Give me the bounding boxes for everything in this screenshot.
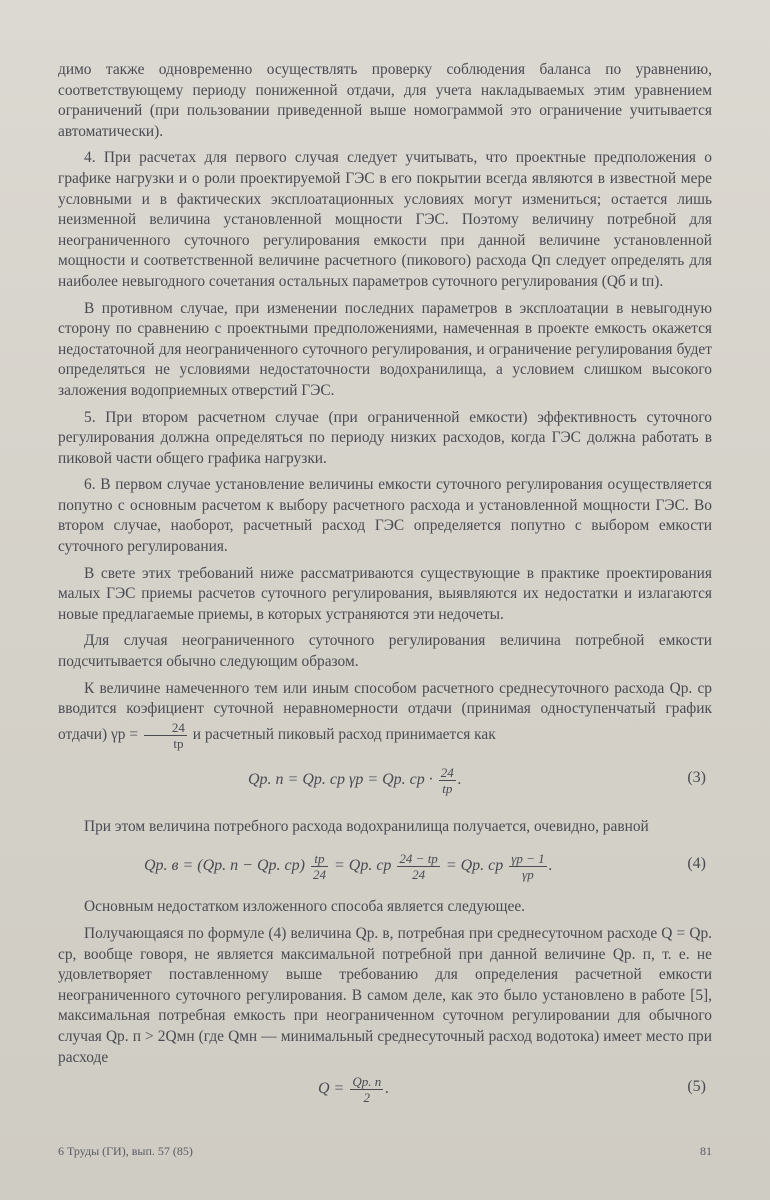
paragraph-item-6: 6. В первом случае установление величины емкости суточного регулирования осуществляется попутно с основным расчетом к выбору расчетного расхода и установленной мощности ГЭС. Во втором случае, наоборот, расчетный расход ГЭС определяется попутно с выбором емкости суточного регулирования. bbox=[58, 476, 712, 556]
paragraph-requirements: В свете этих требований ниже рассматриваются существующие в практике проектирования малых ГЭС приемы расчетов суточного регулирования, выявляются их недостатки и излагаются новые предлагаемые приемы, в которых устраняются эти недочеты. bbox=[58, 564, 712, 623]
formula-4-number: (4) bbox=[687, 855, 706, 873]
formula-3: Qр. п = Qр. ср γр = Qр. ср · $\frac{24}{tр}$ . (3) bbox=[248, 764, 706, 796]
paragraph-formula-4-result: Получающаяся по формуле (4) величина Qр. в, потребная при среднесуточном расходе Q = Qр. ср, вообще говоря, не является максимальной потребной при данной величине Qр. п, т. е. не удовлетворяет поставленному выше требованию для определения расчетной емкости неограниченного суточного регулирования. В самом деле, как это было установлено в работе [5], максимальная потребная емкость при неограниченном суточном регулировании для обычного случая Qр. п > 2Qмн (где Qмн — минимальный среднесуточный расход водотока) имеет место при расходе bbox=[58, 925, 712, 1066]
paragraph-reservoir-flow: При этом величина потребного расхода водохранилища получается, очевидно, равной bbox=[84, 817, 649, 835]
page-number: 81 bbox=[700, 1144, 712, 1158]
formula-3-number: (3) bbox=[687, 768, 706, 786]
formula-5-number: (5) bbox=[687, 1078, 706, 1096]
paragraph-otherwise: В противном случае, при изменении последних параметров в эксплоатации в невыгодную сторону по сравнению с проектными предположениями, намеченная в проекте емкость окажется недостаточной для неограниченного суточного регулирования, и ограничение регулирования будет определяться не условиями недостаточности водохранилища, а условием слишком высокого заложения водоприемных отверстий ГЭС. bbox=[58, 299, 712, 399]
paragraph-0: димо также одновременно осуществлять проверку соблюдения баланса по уравнению, соответствующему периоду пониженной отдачи, для учета накладываемых этим уравнением ограничений (при пользовании приведенной выше номограммой это ограничение учитывается автоматически). bbox=[58, 61, 712, 140]
paragraph-item-4: 4. При расчетах для первого случая следует учитывать, что проектные предположения о графике нагрузки и о роли проектируемой ГЭС в его покрытии всегда являются в известной мере условными и в фактических эксплоатационных условиях могут измениться; остается лишь неизменной величина установленной мощности ГЭС. Поэтому величину потребной для неограниченного суточного регулирования емкости при данной величине установленной мощности и соответственной величине расчетного (пикового) расхода Qп следует определять для наиболее невыгодного сочетания остальных параметров суточного регулирования (Qб и tп). bbox=[58, 149, 712, 290]
paragraph-item-5: 5. При втором расчетном случае (при ограниченной емкости) эффективность суточного регулирования должна определяться по периоду низких расходов, когда ГЭС должна работать в пиковой части общего графика нагрузки. bbox=[58, 408, 712, 467]
paragraph-unlimited-case: Для случая неограниченного суточного регулирования величина потребной емкости подсчитывается обычно следующим образом. bbox=[58, 632, 712, 671]
page-footer bbox=[58, 1144, 712, 1159]
paragraph-coefficient-text-b: и расчетный пиковый расход принимается как bbox=[188, 725, 496, 743]
fraction-24-over-tp: $\frac{24}{tр}$ bbox=[144, 720, 187, 751]
paragraph-drawback: Основным недостатком изложенного способа является следующее. bbox=[84, 898, 525, 916]
paragraph-coefficient-text-a: К величине намеченного тем или иным способом расчетного среднесуточного расхода Qр. ср вводится коэфициент суточной неравномерности отдачи (принимая одноступенчатый график отдачи) γр = bbox=[58, 679, 712, 743]
footer-source: 6 Труды (ГИ), вып. 57 (85) bbox=[58, 1144, 193, 1158]
formula-4: Qр. в = (Qр. п − Qр. ср) $\frac{tр}{24}$ = Qр. ср $\frac{24 - tр}{24}$ = Qр. ср $\frac{\gamma р - 1}{\gamma р}$ . (4) bbox=[144, 851, 706, 883]
paragraph-coefficient bbox=[58, 679, 712, 751]
formula-5: Q = $\frac{Qр. п}{2}$ . (5) bbox=[318, 1074, 706, 1106]
